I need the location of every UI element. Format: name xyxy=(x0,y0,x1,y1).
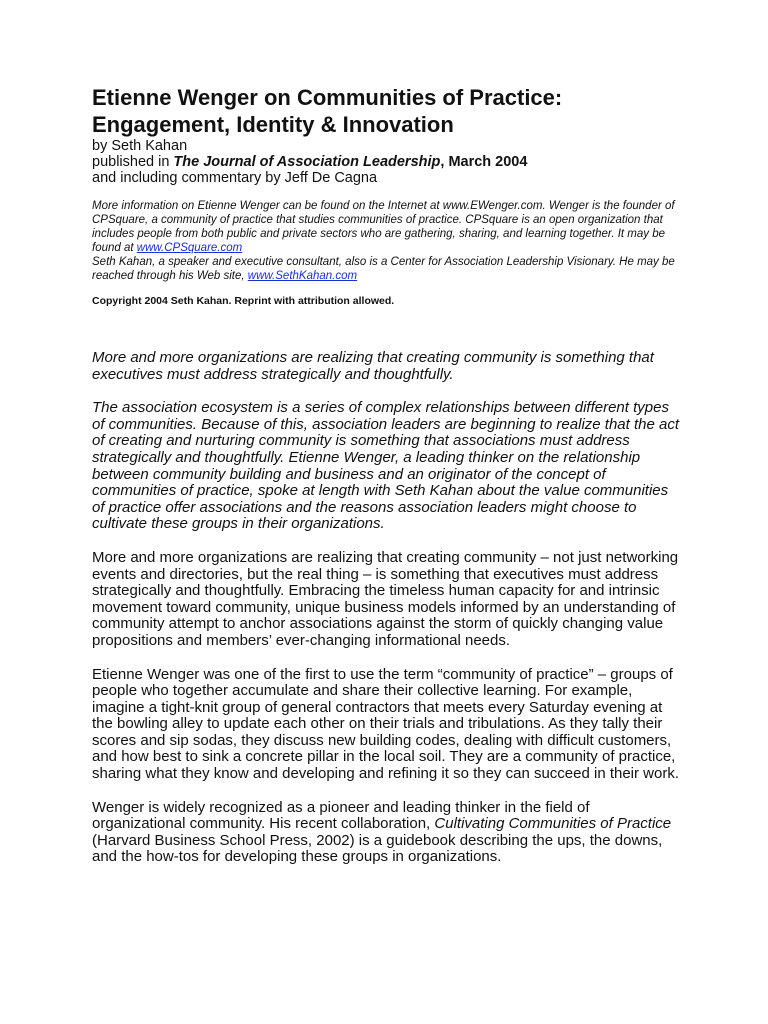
title-line-1: Etienne Wenger on Communities of Practice: xyxy=(92,85,563,110)
body-paragraph-2: Etienne Wenger was one of the first to use the term “community of practice” – groups of people who together accumulate and share their collective learning. For example, imagine a tight-knit group of general contractors that meets every Saturday evening at the bowling alley to update each other on their trials and tribulations. As they tally their scores and sip sodas, they discuss new building codes, dealing with difficult customers, and how best to sink a concrete pillar in the local soil. They are a community of practice, sharing what they know and developing and refining it so they can succeed in their work. xyxy=(92,665,680,783)
book-title: Cultivating Communities of Practice xyxy=(434,815,672,833)
info-note xyxy=(92,199,680,283)
lead-paragraph-2: The association ecosystem is a series of complex relationships between different types of communities. Because of this, association leaders are beginning to realize that the act of creating and nurturing community is something that associations must address strategically and thoughtfully. Etienne Wenger, a leading thinker on the relationship between community building and business and an originator of the concept of communities of practice, spoke at length with Seth Kahan about the value communities of practice offer associations and the reasons association leaders might choose to cultivate these groups in their organizations. xyxy=(92,399,679,533)
journal-name: The Journal of Association Leadership, March 2004 xyxy=(173,154,528,170)
para-3-text-a: Wenger is widely recognized as a pioneer and leading thinker in the field of organizational community. His recent collaboration, xyxy=(92,798,590,833)
published-prefix: published in xyxy=(92,154,174,170)
title-line-2: Engagement, Identity & Innovation xyxy=(92,112,454,137)
info-text-1: More information on Etienne Wenger can be found on the Internet at www.EWenger.com. Wenger is the founder of CPSquare, a community of practice that studies communities of practice. CPSquare is an open organization that includes people from both public and private sectors who are gathering, sharing, and learning together. It may be found at xyxy=(92,200,675,254)
byline: by Seth Kahan xyxy=(92,138,188,154)
body-paragraph-1: More and more organizations are realizing that creating community – not just networking events and directories, but the real thing – is something that executives must address strategically and thoughtfully. Embracing the timeless human capacity for and intrinsic movement toward community, unique business models informed by an understanding of community attempt to anchor associations against the storm of quickly changing value propositions and members’ ever-changing informational needs. xyxy=(92,548,679,649)
sethkahan-link[interactable]: www.SethKahan.com xyxy=(247,270,358,282)
lead-paragraph-1: More and more organizations are realizing that creating community is something that executives must address strategically and thoughtfully. xyxy=(92,349,654,383)
article-meta xyxy=(92,138,680,186)
cpsquare-link[interactable]: www.CPSquare.com xyxy=(136,242,243,254)
lead-section xyxy=(92,350,680,533)
body-section xyxy=(92,550,680,866)
publication-line xyxy=(92,154,680,170)
published-date: , March 2004 xyxy=(440,154,528,170)
info-text-2: Seth Kahan, a speaker and executive consultant, also is a Center for Association Leadership Visionary. He may be reached through his Web site, xyxy=(92,256,675,282)
para-3-text-b: (Harvard Business School Press, 2002) is a guidebook describing the ups, the downs, and the how-tos for developing these groups in organizations. xyxy=(92,831,663,866)
commentary-line: and including commentary by Jeff De Cagna xyxy=(92,170,378,186)
body-paragraph-3 xyxy=(92,800,680,866)
copyright-notice: Copyright 2004 Seth Kahan. Reprint with attribution allowed. xyxy=(92,295,395,307)
article-title xyxy=(92,84,680,138)
